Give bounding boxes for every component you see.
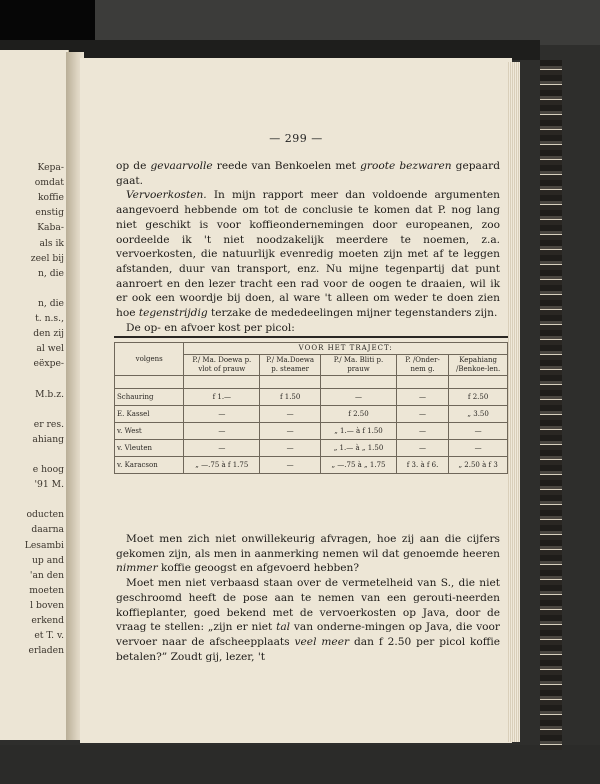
table-cell: —: [449, 440, 508, 457]
col-header-kepahiang: Kepahiang /Benkoe-len.: [449, 355, 508, 376]
left-page-line: erkend: [31, 615, 64, 626]
col-header-ondernem: P. /Onder-nem g.: [396, 355, 448, 376]
table-cell: —: [260, 457, 321, 474]
text-run: koffie geoogst en afgevoerd hebben?: [157, 562, 360, 575]
row-label: v. Vleuten: [115, 440, 184, 457]
row-label: Schauring: [115, 389, 184, 406]
left-page-line: oducten: [26, 509, 64, 521]
text-run: terzake de mededeelingen mijner tegenstanders zijn.: [207, 307, 498, 320]
table-cell: f 1.—: [184, 389, 260, 406]
left-page-line: Kaba-: [37, 222, 64, 234]
text-run: De op- en afvoer kost per picol:: [126, 321, 295, 334]
left-page-line: zeel bij: [30, 252, 64, 264]
left-page-line: den zij: [33, 328, 64, 340]
col-header-ma-bliti: P./ Ma. Bliti p. prauw: [321, 355, 397, 376]
table-cell: f 1.50: [260, 389, 321, 406]
paragraph-1: [116, 159, 500, 188]
table-cell: —: [260, 423, 321, 440]
col-header-volgens: volgens: [115, 343, 184, 376]
left-page-line: erladen: [28, 645, 64, 657]
text-run: gepaard gaat.: [116, 160, 500, 187]
table-cell: „ 3.50: [449, 406, 508, 423]
text-run: tal: [276, 621, 291, 634]
left-page-line: M.b.z.: [35, 388, 64, 400]
text-run: groote bezwaren: [360, 160, 452, 172]
left-page-line: 'an den: [29, 569, 64, 581]
left-page-line: ahiang: [32, 433, 64, 445]
text-run: reede van Benkoelen met: [212, 160, 361, 172]
text-run: van onderne-mingen op Java, die voor vervoer naar de afscheepplaats: [116, 621, 500, 648]
left-page-line: er res.: [33, 418, 64, 430]
left-page-line: Lesambi: [24, 539, 64, 551]
row-label: v. West: [115, 423, 184, 440]
table-cell: —: [449, 423, 508, 440]
row-label: v. Karacson: [115, 457, 184, 474]
right-page: [80, 58, 512, 743]
table-cell: —: [260, 440, 321, 457]
col-header-ma-doewa-vlot: P./ Ma. Doewa p. vlot of prauw: [184, 355, 260, 376]
left-page-line: moeten: [29, 584, 64, 596]
table-cell: „ —.75 à „ 1.75: [321, 457, 397, 474]
left-page-line: et T. v.: [34, 630, 64, 642]
text-run: In mijn rapport meer dan voldoende argumenten aangevoerd hebbende om tot de conclusie te komen dat P. nog lang niet geschikt is voor koffieondernemingen door europeanen, zoo oordeelde ik 't niet noodzakelijk meerdere te noemen, z.a. vervoerkosten, die natuurlijk evenredig moeten zijn met af te leggen afstanden, duur van transport, enz. Nu mijne tegenpartij dat punt aanroert en den lezer tracht een rad voor de oogen te draaien, wil ik er ook een woordje bij doen, al ware 't alleen om weder te doen zien hoe: [116, 189, 500, 320]
table-row: [115, 457, 508, 474]
table-cell: „ 1.— à „ 1.50: [321, 440, 397, 457]
body-text-bottom: [116, 532, 500, 664]
paragraph-3: [116, 321, 500, 336]
page-number: — 299 —: [269, 132, 323, 145]
left-page-line: l boven: [30, 599, 64, 611]
text-run: dan f 2.50 per picol koffie betalen?” Zoudt gij, lezer, 't: [116, 635, 500, 663]
table-cell: f 3. à f 6.: [396, 457, 448, 474]
page-edges: [508, 62, 520, 742]
text-run: tegenstrijdig: [138, 307, 208, 320]
text-run: veel meer: [294, 635, 350, 648]
table-cell: —: [396, 406, 448, 423]
left-page-line: daarna: [31, 524, 64, 536]
table-cell: „ —.75 à f 1.75: [184, 457, 260, 474]
table-cell: —: [396, 389, 448, 406]
left-page-line: enstig: [35, 207, 64, 219]
paragraph-2: [116, 188, 500, 320]
table-cell: —: [260, 406, 321, 423]
group-header: VOOR HET TRAJECT:: [184, 343, 508, 355]
row-label: E. Kassel: [115, 406, 184, 423]
table-row: [115, 440, 508, 457]
table-cell: —: [321, 389, 397, 406]
left-page-line: '91 M.: [34, 479, 64, 491]
table-cell: f 2.50: [321, 406, 397, 423]
paragraph-4: [116, 532, 500, 576]
freight-cost-table: [114, 342, 508, 474]
text-run: Moet men niet verbaasd staan over de vermetelheid van S., die niet geschroomd heeft de pose aan te nemen van een gerouti-neerden koffieplanter, goed bekend met de vervoerkosten op Java, door de vraag te stellen: „zijn er niet: [116, 577, 500, 634]
left-page-line: als ik: [39, 237, 64, 249]
table-cell: „ 1.— à f 1.50: [321, 423, 397, 440]
paragraph-5: [116, 576, 500, 664]
left-page-line: al wel: [36, 343, 64, 355]
table-cell: —: [184, 423, 260, 440]
left-page-line: n, die: [37, 297, 64, 309]
left-page-line: koffie: [37, 192, 64, 204]
text-run: nimmer: [116, 562, 158, 575]
table-row: [115, 389, 508, 406]
left-page-line: t. n.s.,: [35, 313, 64, 324]
table-cell: —: [396, 423, 448, 440]
left-page: [0, 50, 69, 740]
scanner-corner: [0, 0, 95, 45]
table-row: [115, 423, 508, 440]
body-text-top: [116, 159, 500, 335]
table-cell: f 2.50: [449, 389, 508, 406]
table-top-rule: [114, 336, 508, 338]
table-cell: —: [184, 406, 260, 423]
table-cell: —: [396, 440, 448, 457]
left-page-line: omdat: [34, 177, 64, 189]
col-header-ma-doewa-steamer: P./ Ma.Doewa p. steamer: [260, 355, 321, 376]
table-cell: —: [184, 440, 260, 457]
text-run: Vervoerkosten.: [126, 189, 207, 202]
table-row: [115, 406, 508, 423]
left-page-line: eëxpe-: [33, 358, 64, 370]
scanner-bottom-area: [0, 745, 600, 784]
text-run: gevaarvolle: [150, 160, 213, 172]
table-cell: „ 2.50 à f 3: [449, 457, 508, 474]
book-binding-right: [540, 60, 562, 750]
left-page-line: Kepa-: [37, 162, 64, 173]
text-run: op de: [116, 160, 151, 172]
left-page-line: n, die: [37, 267, 64, 279]
left-page-line: up and: [32, 554, 64, 566]
text-run: Moet men zich niet onwillekeurig afvragen, hoe zij aan die cijfers gekomen zijn, als men in aanmerking nemen wil dat genoemde heeren: [116, 533, 500, 560]
left-page-line: e hoog: [32, 464, 64, 475]
